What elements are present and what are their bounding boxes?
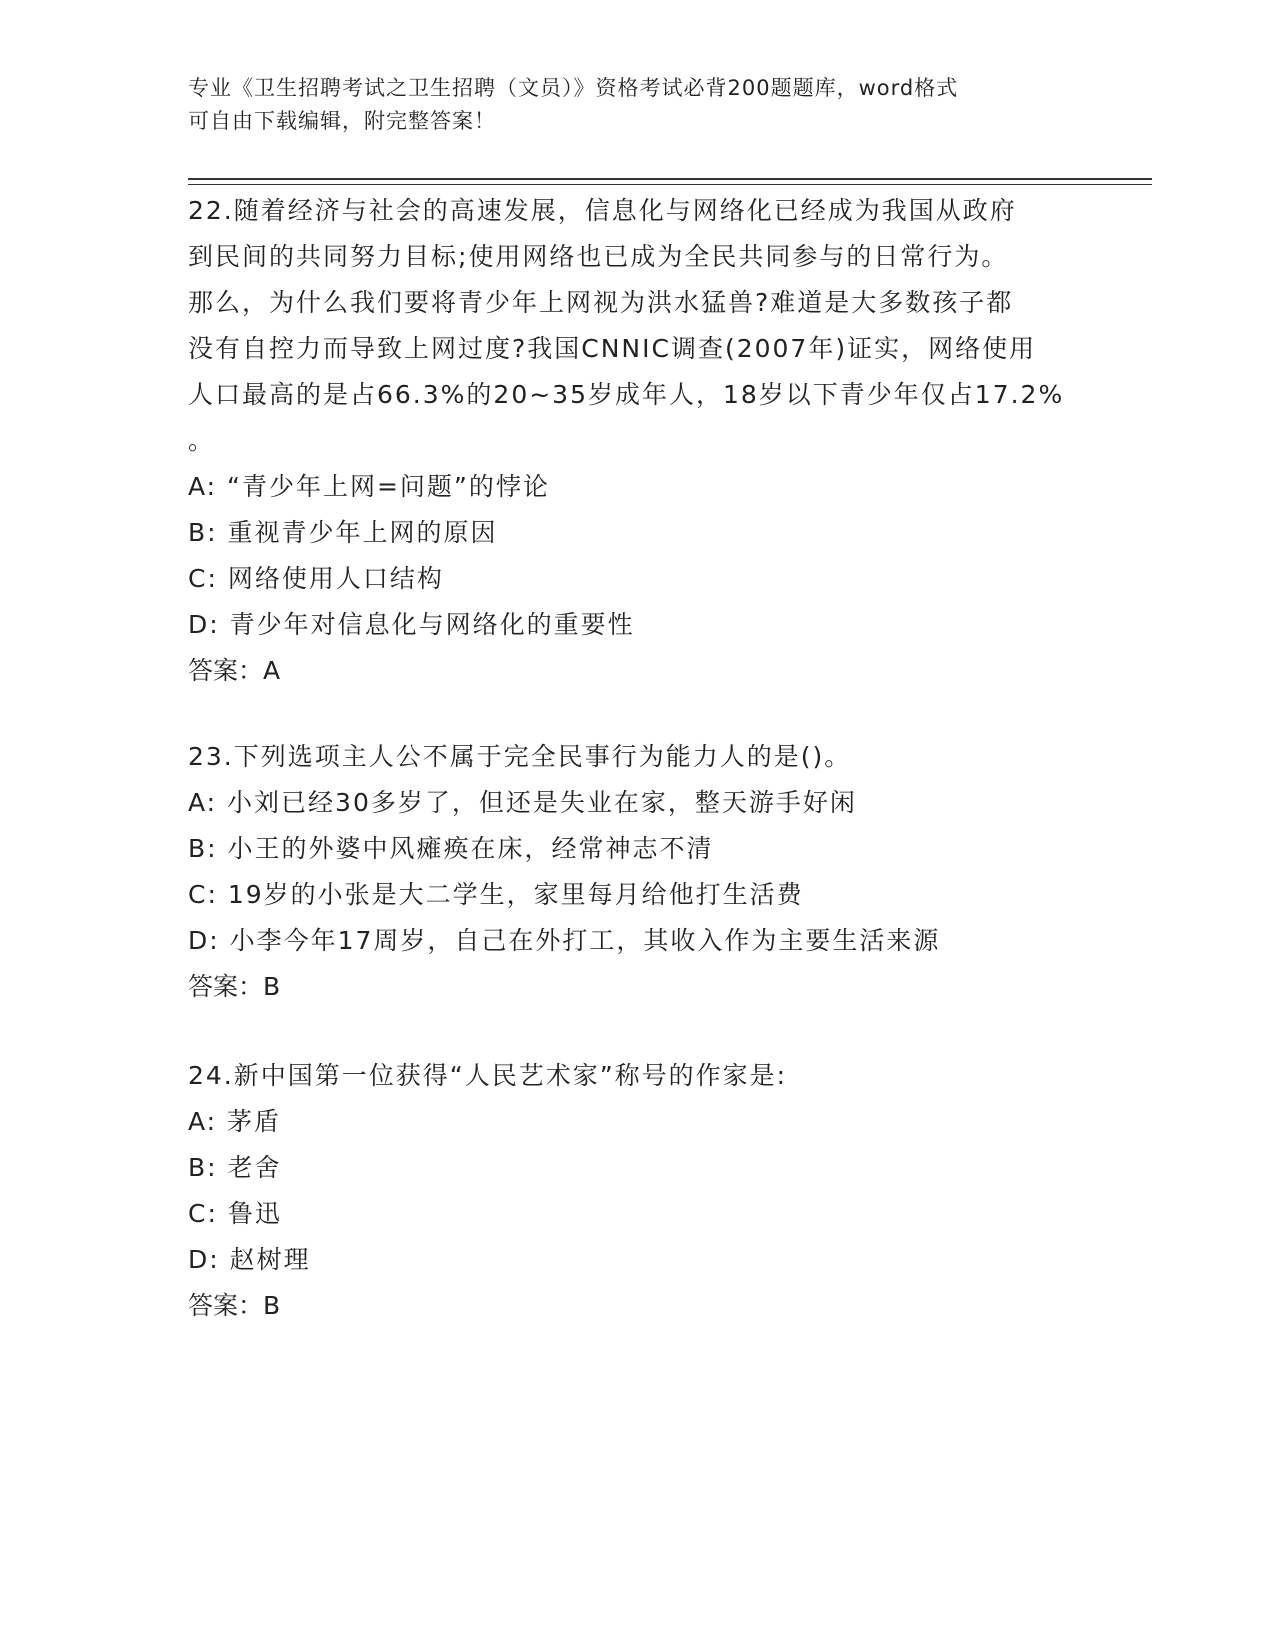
question-stem [188, 1053, 1088, 1099]
header-line-1: 专业《卫生招聘考试之卫生招聘（文员）》资格考试必背200题题库，word格式 [188, 76, 959, 100]
question-stem [188, 734, 1088, 780]
header-line-2: 可自由下载编辑，附完整答案！ [188, 109, 496, 133]
question-stem-line: 。 [188, 426, 216, 455]
option-d: D: 小李今年17周岁，自己在外打工，其收入作为主要生活来源 [188, 926, 941, 955]
option-c: C: 19岁的小张是大二学生，家里每月给他打生活费 [188, 880, 804, 909]
question-stem [188, 188, 1088, 464]
question-stem-line: 没有自控力而导致上网过度?我国CNNIC调查(2007年)证实，网络使用 [188, 334, 1037, 363]
option-a: A: “青少年上网=问题”的悖论 [188, 472, 550, 501]
question-23 [188, 734, 1088, 1010]
option-a: A: 茅盾 [188, 1107, 282, 1136]
answer-text: 答案：B [188, 972, 281, 1001]
question-stem-line: 23.下列选项主人公不属于完全民事行为能力人的是()。 [188, 742, 852, 771]
answer-text: 答案：B [188, 1291, 281, 1320]
question-stem-line: 24.新中国第一位获得“人民艺术家”称号的作家是: [188, 1061, 788, 1090]
option-b: B: 老舍 [188, 1153, 282, 1182]
option-d: D: 青少年对信息化与网络化的重要性 [188, 610, 635, 639]
option-a: A: 小刘已经30多岁了，但还是失业在家，整天游手好闲 [188, 788, 857, 817]
option-c: C: 网络使用人口结构 [188, 564, 444, 593]
question-stem-line: 人口最高的是占66.3%的20~35岁成年人，18岁以下青少年仅占17.2% [188, 380, 1065, 409]
option-b: B: 重视青少年上网的原因 [188, 518, 498, 547]
option-c: C: 鲁迅 [188, 1199, 282, 1228]
question-stem-line: 22.随着经济与社会的高速发展，信息化与网络化已经成为我国从政府 [188, 196, 1017, 225]
question-stem-line: 那么，为什么我们要将青少年上网视为洪水猛兽?难道是大多数孩子都 [188, 288, 1014, 317]
answer-text: 答案：A [188, 656, 281, 685]
question-stem-line: 到民间的共同努力目标;使用网络也已成为全民共同参与的日常行为。 [188, 242, 1009, 271]
option-d: D: 赵树理 [188, 1245, 311, 1274]
question-22 [188, 188, 1088, 694]
header-divider-thick [188, 178, 1152, 180]
header-divider-thin [188, 184, 1152, 185]
question-24 [188, 1053, 1088, 1329]
document-header [188, 72, 1088, 138]
option-b: B: 小王的外婆中风瘫痪在床，经常神志不清 [188, 834, 714, 863]
